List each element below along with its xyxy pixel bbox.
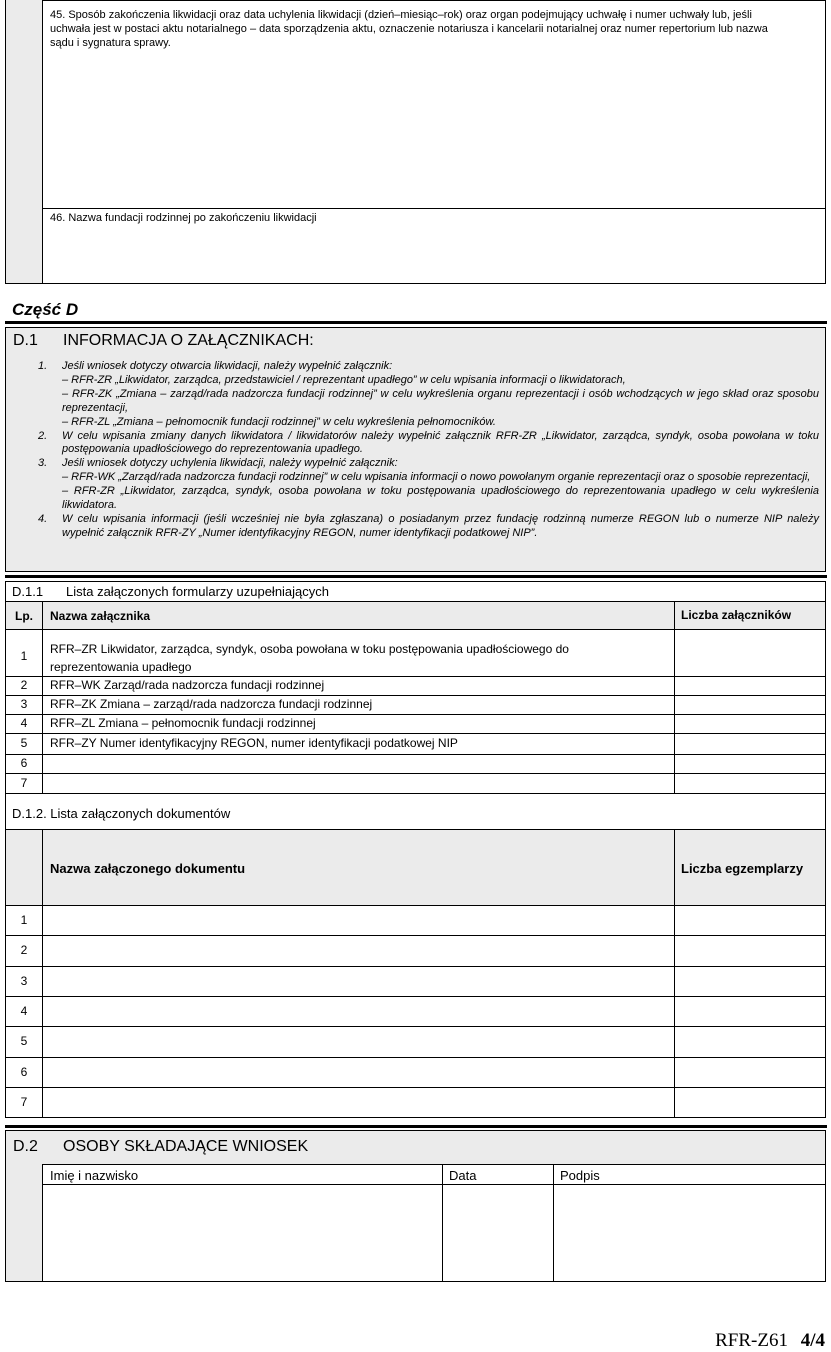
d11-row-name: [50, 640, 660, 676]
d11-col-lp: Lp.: [15, 609, 33, 623]
d12-row-number: 5: [20, 1034, 28, 1048]
d11-row-number: 6: [20, 756, 28, 770]
note-line: – RFR-WK „Zarząd/rada nadzorcza fundacji rodzinnej” w celu wpisania informacji o nowo powołanym organie reprezentacji oraz o sposobie reprezentacji,: [62, 471, 811, 484]
note-number: 4.: [38, 512, 48, 525]
note-number: 2.: [38, 429, 48, 442]
d11-row-count-input[interactable]: [675, 774, 825, 793]
d1-notes: [6, 360, 819, 541]
d12-row-count-input[interactable]: [675, 936, 825, 965]
d11-row-number: 1: [20, 649, 28, 663]
d11-row-number: 5: [20, 736, 28, 750]
field-46-label: 46. Nazwa fundacji rodzinnej po zakończeniu likwidacji: [50, 212, 317, 224]
part-title: Część D: [12, 300, 79, 319]
d12-row-count-input[interactable]: [675, 1088, 825, 1117]
d1-note: [6, 513, 819, 541]
note-line: – RFR-ZR „Likwidator, zarządca, przedstawiciel / reprezentant upadłego” w celu wpisania informacji o likwidatorach,: [62, 373, 626, 386]
footer: [715, 1330, 825, 1352]
d2-name-input[interactable]: [43, 1185, 442, 1281]
d2-date-input[interactable]: [443, 1185, 553, 1281]
d11-row-name-line: RFR–ZK Zmiana – zarząd/rada nadzorcza fundacji rodzinnej: [50, 697, 373, 711]
d11-row-count-input[interactable]: [675, 630, 825, 676]
d11-row-number: 2: [20, 678, 28, 692]
field-45-input[interactable]: [43, 60, 825, 207]
d11-row-count-input[interactable]: [675, 715, 825, 733]
d11-row-name-line: RFR–ZL Zmiana – pełnomocnik fundacji rodzinnej: [50, 716, 316, 730]
d1-note: [6, 430, 819, 458]
field-46-input[interactable]: [43, 228, 825, 283]
d11-row-name-line: RFR–WK Zarząd/rada nadzorcza fundacji rodzinnej: [50, 678, 325, 692]
d12-row-count-input[interactable]: [675, 1058, 825, 1087]
d2-col-name: Imię i nazwisko: [50, 1168, 139, 1183]
d12-row-count-input[interactable]: [675, 906, 825, 935]
d11-row-name-line: reprezentowania upadłego: [50, 660, 192, 674]
note-line: – RFR-ZR „Likwidator, zarządca, syndyk, osoba powołana w toku postępowania upadłościowego do reprezentowania upadłego w celu wykreślenia likwidatora.: [62, 485, 819, 512]
d12-row-number: 7: [20, 1095, 28, 1109]
d11-row-number: 3: [20, 697, 28, 711]
d12-title: D.1.2. Lista załączonych dokumentów: [12, 806, 231, 821]
d11-row-name: [50, 678, 660, 693]
d1-note: [6, 457, 819, 513]
d11-row-count-input[interactable]: [675, 734, 825, 754]
d11-row-name-line: RFR–ZR Likwidator, zarządca, syndyk, osoba powołana w toku postępowania upadłościowego do: [50, 642, 569, 656]
d12-col-count: Liczba egzemplarzy: [681, 861, 804, 876]
note-number: 1.: [38, 360, 48, 372]
d12-row-document-input[interactable]: [43, 936, 674, 965]
d12-row-document-input[interactable]: [43, 906, 674, 935]
d11-row-count-input[interactable]: [675, 677, 825, 695]
form-code: RFR-Z61: [715, 1330, 788, 1351]
d12-row-count-input[interactable]: [675, 1027, 825, 1056]
d2-title: OSOBY SKŁADAJĄCE WNIOSEK: [63, 1138, 309, 1155]
d1-note: [6, 360, 819, 430]
note-line: – RFR-ZL „Zmiana – pełnomocnik fundacji rodzinnej” w celu wykreślenia pełnomocników.: [62, 415, 496, 428]
note-line: W celu wpisania zmiany danych likwidatora / likwidatorów należy wypełnić załącznik RFR-ZR „Likwidator, zarządca, syndyk, osoba powołana w toku postępowania upadłościowego do reprezentowania upadłego.: [62, 429, 819, 456]
left-margin-strip: [6, 0, 43, 283]
d11-row-count-input[interactable]: [675, 696, 825, 714]
d12-row-number: 4: [20, 1004, 28, 1018]
d12-row-number: 1: [20, 913, 28, 927]
d12-row-document-input[interactable]: [43, 967, 674, 996]
d1-code: D.1: [13, 332, 38, 349]
d12-row-number: 3: [20, 974, 28, 988]
d11-row-count-input[interactable]: [675, 755, 825, 773]
d11-code: D.1.1: [12, 584, 44, 599]
d2-left-strip: [6, 1164, 42, 1281]
field-45-label: 45. Sposób zakończenia likwidacji oraz data uchylenia likwidacji (dzień–miesiąc–rok) oraz organ podejmujący uchwałę i numer uchwały lub, jeśli uchwała jest w postaci aktu notarialnego – data sporządzenia aktu, oznaczenie notariusza i kancelarii notarialnej oraz numer repertorium lub nazwa sądu i sygnatura sprawy.: [50, 9, 768, 49]
note-line: Jeśli wniosek dotyczy uchylenia likwidacji, należy wypełnić załącznik:: [62, 457, 398, 470]
d12-row-count-input[interactable]: [675, 967, 825, 996]
d11-col-name: Nazwa załącznika: [50, 609, 151, 623]
d11-row-number: 7: [20, 775, 28, 790]
note-line: W celu wpisania informacji (jeśli wcześniej nie była zgłaszana) o posiadanym przez fundację rodzinną numerze REGON lub o numerze NIP należy wypełnić załącznik RFR-ZY „Numer identyfikacyjny REGON, numer identyfikacji podatkowej NIP”.: [62, 512, 819, 539]
d11-title: Lista załączonych formularzy uzupełniających: [66, 584, 330, 599]
d2-col-date: Data: [449, 1168, 477, 1183]
d11-row-number: 4: [20, 716, 28, 730]
d11-row-name: [50, 716, 660, 731]
d2-signature-input[interactable]: [554, 1185, 825, 1281]
d12-row-count-input[interactable]: [675, 997, 825, 1026]
d11-row-name: [50, 736, 660, 751]
d12-row-document-input[interactable]: [43, 997, 674, 1026]
d1-title: INFORMACJA O ZAŁĄCZNIKACH:: [63, 332, 314, 349]
d11-col-count: Liczba załączników: [681, 608, 792, 622]
page-number: 4/4: [800, 1330, 825, 1351]
d2-col-sign: Podpis: [560, 1168, 600, 1183]
d11-row-name-line: RFR–ZY Numer identyfikacyjny REGON, numer identyfikacji podatkowej NIP: [50, 736, 458, 750]
d12-row-document-input[interactable]: [43, 1027, 674, 1056]
d12-row-document-input[interactable]: [43, 1058, 674, 1087]
d12-col-name: Nazwa załączonego dokumentu: [50, 861, 246, 876]
d2-code: D.2: [13, 1138, 38, 1155]
note-number: 3.: [38, 457, 48, 470]
note-line: – RFR-ZK „Zmiana – zarząd/rada nadzorcza fundacji rodzinnej” w celu wykreślenia organu reprezentacji i osób wchodzących w jego skład oraz sposobu reprezentacji,: [62, 387, 819, 414]
note-line: Jeśli wniosek dotyczy otwarcia likwidacji, należy wypełnić załącznik:: [62, 360, 393, 372]
d11-row-name: [50, 697, 660, 712]
d12-row-number: 6: [20, 1065, 28, 1079]
d12-row-document-input[interactable]: [43, 1088, 674, 1117]
d12-row-number: 2: [20, 943, 28, 957]
